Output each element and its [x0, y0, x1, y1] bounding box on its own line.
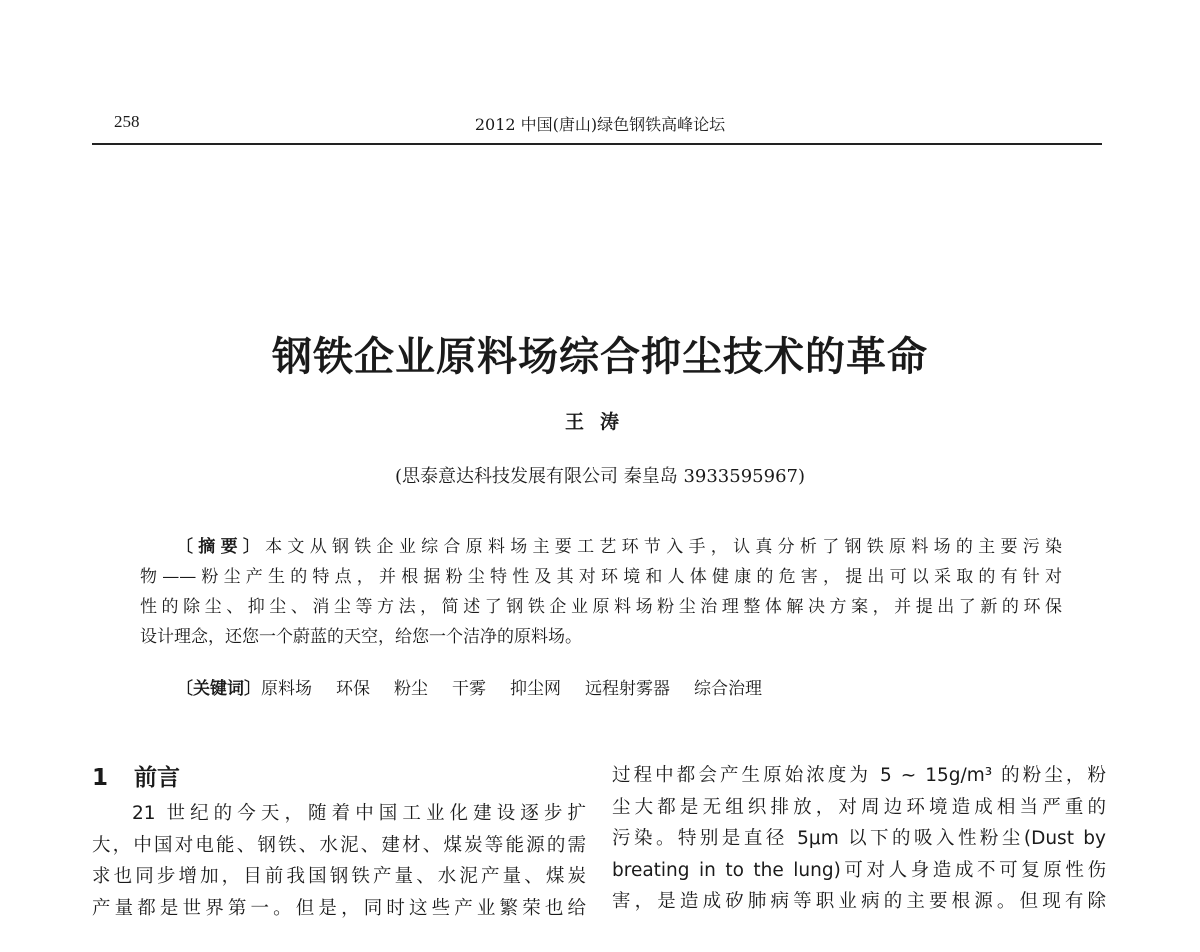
header-rule [92, 143, 1102, 145]
body-column-left [92, 760, 586, 924]
keyword: 干雾 [452, 679, 486, 699]
abstract-label: 〔摘要〕 [176, 537, 266, 557]
body-line: 害，是造成矽肺病等职业病的主要根源。但现有除 [612, 891, 1106, 912]
author-name: 王涛 [564, 411, 635, 433]
body-column-right [612, 760, 1106, 918]
affiliation: (思泰意达科技发展有限公司 秦皇岛 3933595967) [394, 466, 805, 487]
page-number: 258 [114, 112, 140, 131]
abstract [140, 532, 1062, 652]
article-title: 钢铁企业原料场综合抑尘技术的革命 [272, 334, 928, 380]
body-line: breating in to the lung)可对人身造成不可复原性伤 [612, 859, 1106, 881]
keyword: 粉尘 [394, 679, 428, 699]
abstract-line [140, 532, 1062, 562]
body-line: 污染。特别是直径 5μm 以下的吸入性粉尘(Dust by [612, 828, 1106, 849]
abstract-text: 本文从钢铁企业综合原料场主要工艺环节入手，认真分析了钢铁原料场的主要污染 [265, 537, 1063, 557]
running-title: 2012 中国(唐山)绿色钢铁高峰论坛 [474, 115, 726, 134]
body-line: 求也同步增加，目前我国钢铁产量、水泥产量、煤炭 [92, 866, 586, 887]
section-title: 前言 [134, 765, 180, 791]
keyword: 综合治理 [694, 679, 762, 699]
abstract-line: 设计理念，还您一个蔚蓝的天空，给您一个洁净的原料场。 [140, 627, 582, 647]
body-line: 大，中国对电能、钢铁、水泥、建材、煤炭等能源的需 [92, 834, 586, 856]
keyword: 抑尘网 [510, 679, 561, 699]
keywords-label: 〔关键词〕 [176, 679, 261, 699]
keywords [176, 674, 786, 699]
keyword: 远程射雾器 [585, 679, 670, 699]
keyword: 原料场 [261, 679, 312, 699]
section-number: 1 [92, 765, 109, 791]
section-heading [92, 760, 586, 796]
abstract-line: 性的除尘、抑尘、消尘等方法，简述了钢铁企业原料场粉尘治理整体解决方案，并提出了新的环保 [140, 597, 1062, 617]
body-line: 过程中都会产生原始浓度为 5 ~ 15g/m³ 的粉尘，粉 [612, 765, 1106, 786]
abstract-line: 物——粉尘产生的特点，并根据粉尘特性及其对环境和人体健康的危害，提出可以采取的有针对 [140, 567, 1062, 587]
keyword: 环保 [336, 679, 370, 699]
body-line: 21 世纪的今天，随着中国工业化建设逐步扩 [132, 803, 586, 824]
body-line: 产量都是世界第一。但是，同时这些产业繁荣也给 [92, 897, 586, 919]
body-line: 尘大都是无组织排放，对周边环境造成相当严重的 [612, 796, 1106, 818]
